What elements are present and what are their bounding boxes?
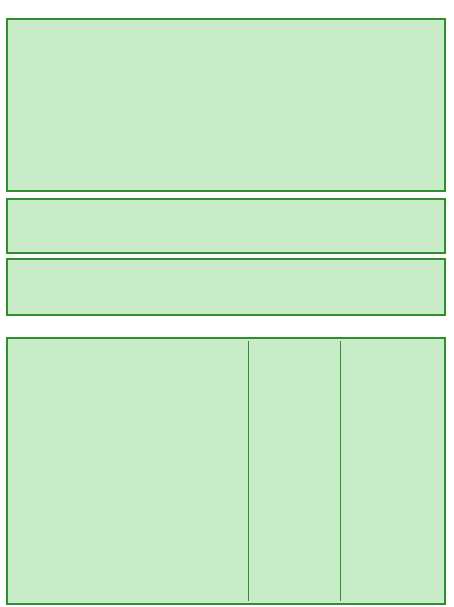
column-divider: [340, 341, 341, 601]
box-header: [8, 201, 444, 219]
lumber-price-box: [6, 258, 446, 316]
box-header: [8, 22, 444, 40]
box-header: [8, 262, 444, 280]
wholesale-price-table: [6, 337, 446, 605]
log-sawmill-price-box: [6, 198, 446, 254]
table-header-main: [8, 353, 444, 368]
column-divider: [248, 341, 249, 601]
log-ply-price-box: [6, 18, 446, 192]
